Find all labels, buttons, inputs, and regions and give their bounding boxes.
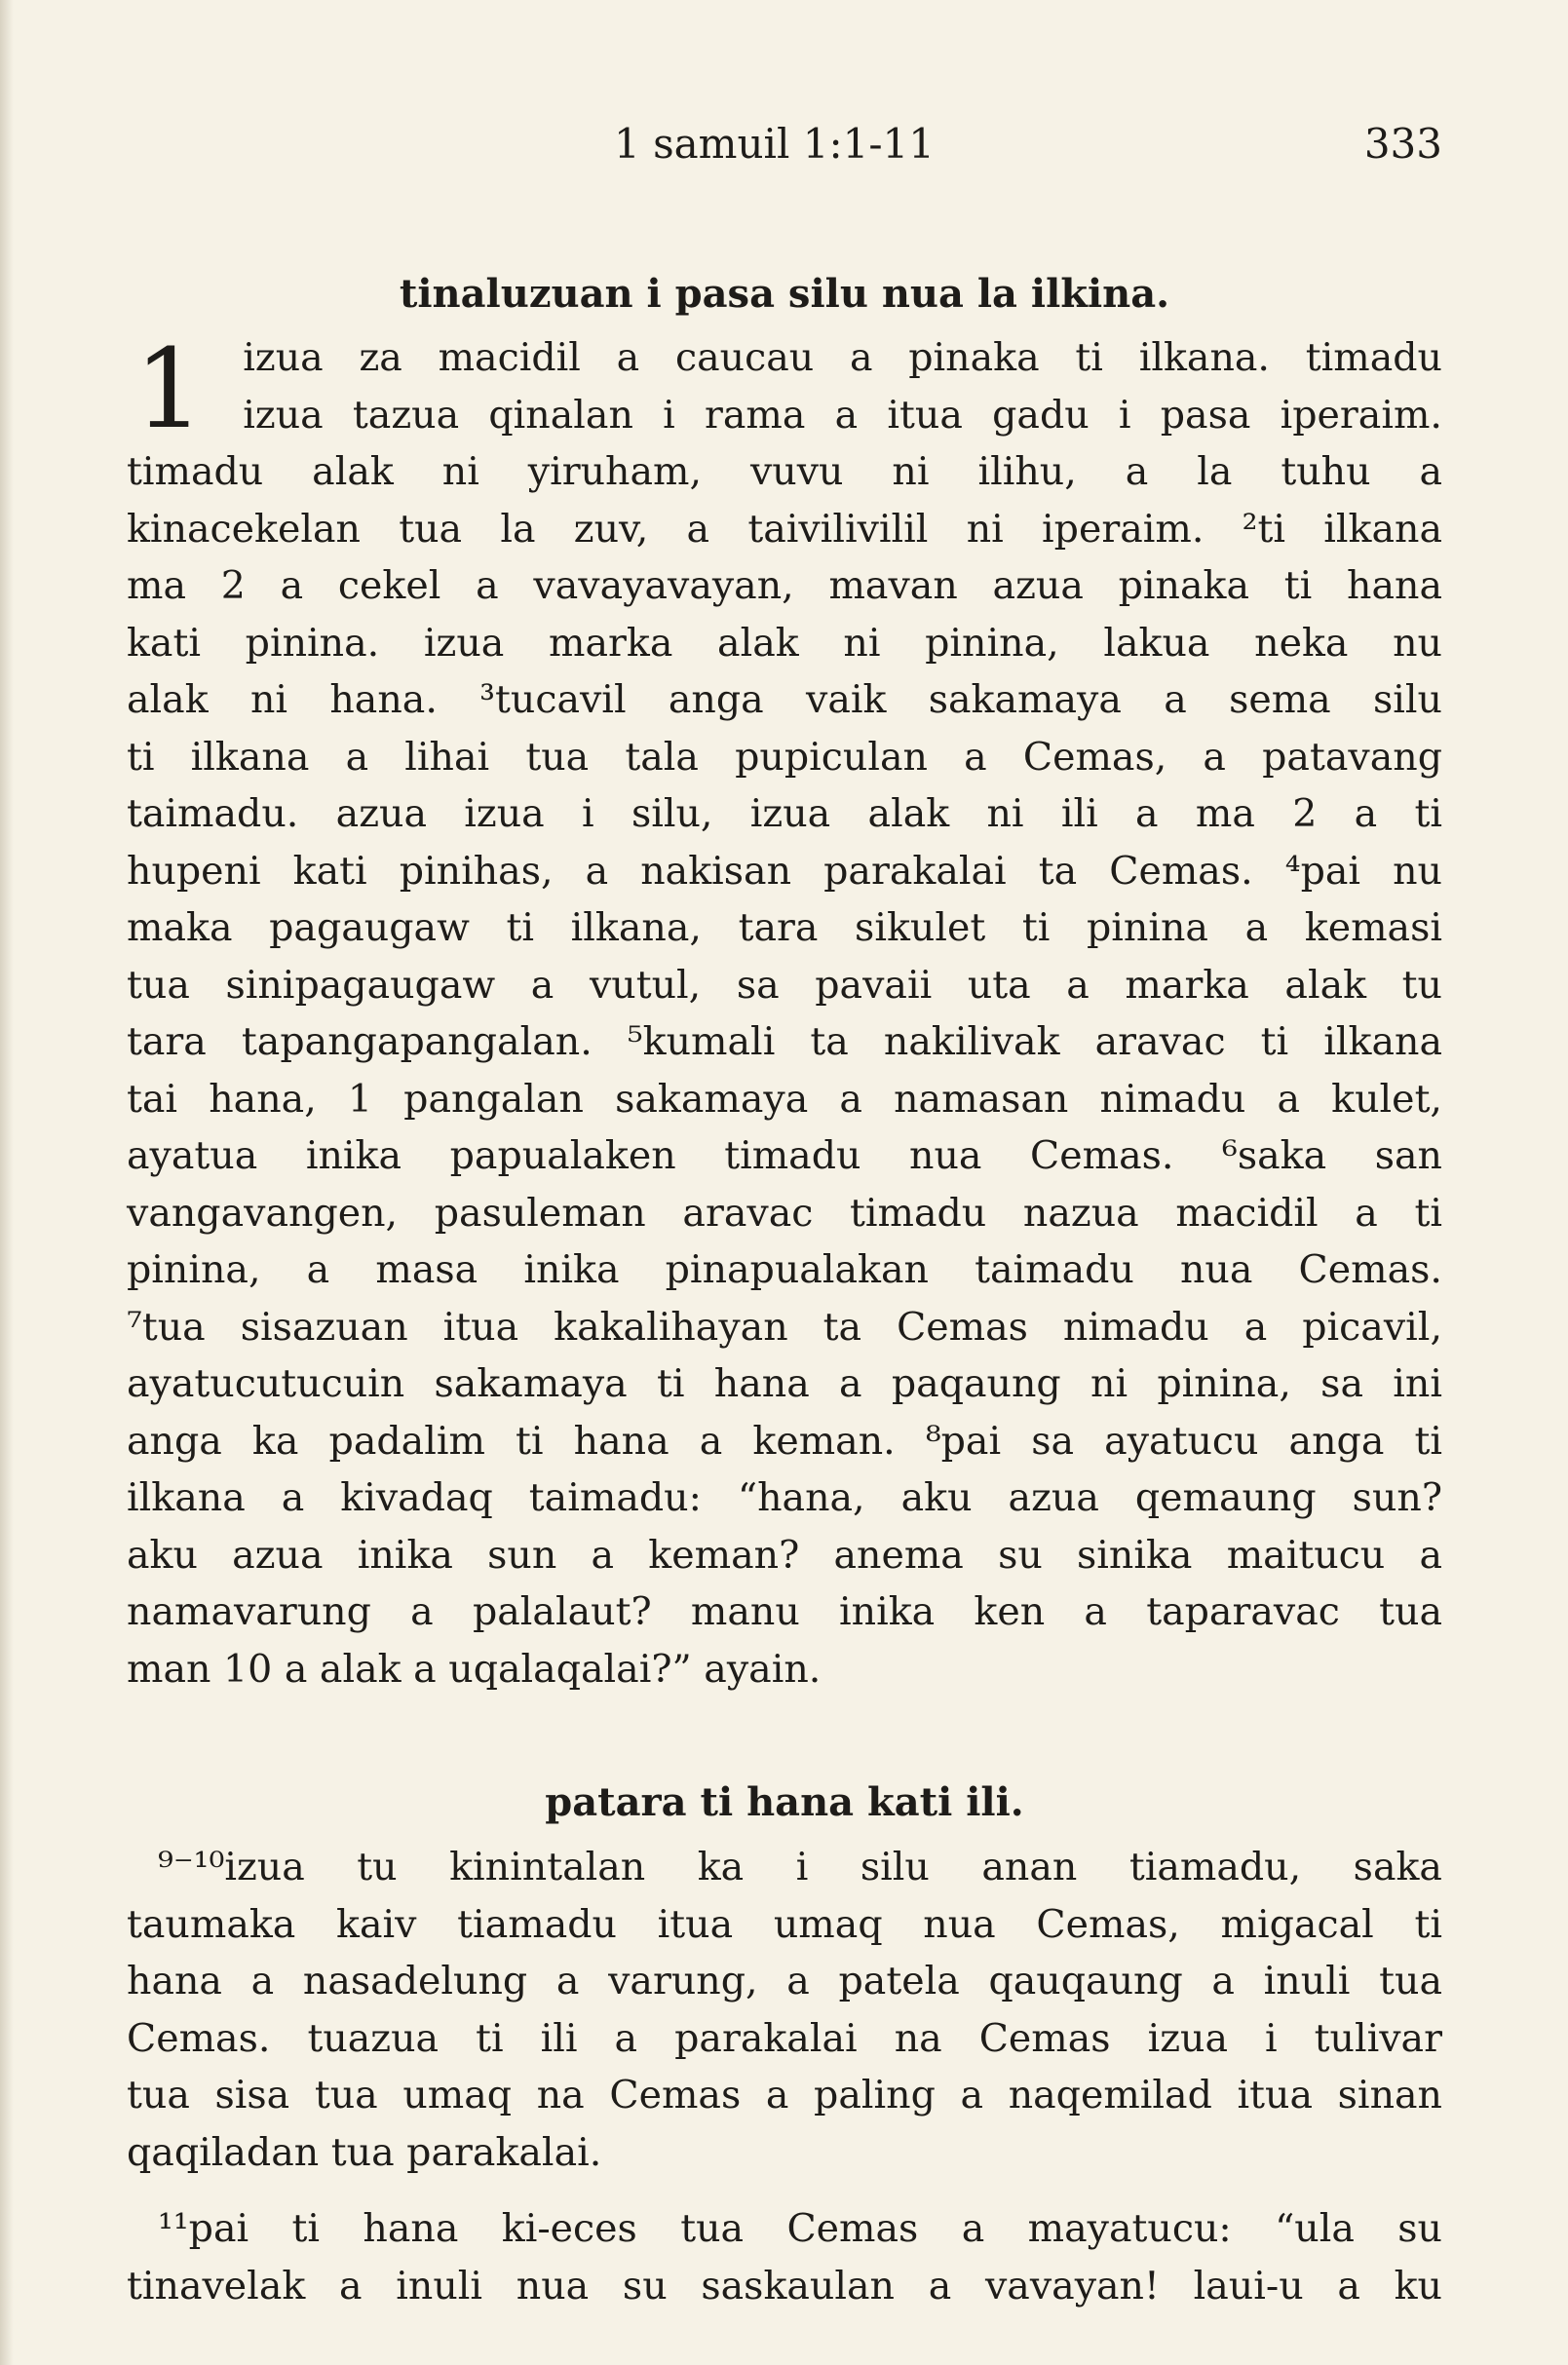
text-line: Cemas. tuazua ti ili a parakalai na Cemas izua i tulivar — [127, 2015, 1442, 2061]
text-line: man 10 a alak a uqalaqalai?” ayain. — [127, 1646, 822, 1692]
text-line: taumaka kaiv tiamadu itua umaq nua Cemas, migacal ti — [127, 1901, 1442, 1947]
text-line: ilkana a kivadaq taimadu: “hana, aku azua qemaung sun? — [127, 1475, 1442, 1520]
text-line: qaqiladan tua parakalai. — [127, 2129, 602, 2175]
text-line: aku azua inika sun a keman? anema su sinika maitucu a — [127, 1532, 1442, 1578]
text-line: alak ni hana. ³tucavil anga vaik sakamaya a sema silu — [127, 677, 1442, 722]
page-number: 333 — [1363, 120, 1442, 168]
text-line: vangavangen, pasuleman aravac timadu nazua macidil a ti — [127, 1190, 1442, 1236]
text-line: ⁷tua sisazuan itua kakalihayan ta Cemas nimadu a picavil, — [127, 1304, 1442, 1350]
text-line: izua tazua qinalan i rama a itua gadu i pasa iperaim. — [243, 392, 1442, 438]
book-reference: 1 samuil 1:1-11 — [614, 120, 935, 168]
section-3-body — [127, 2200, 1442, 2314]
section-1-body — [127, 326, 1442, 1697]
text-line: namavarung a palalaut? manu inika ken a taparavac tua — [127, 1589, 1442, 1634]
chapter-number: 1 — [134, 326, 205, 453]
section-heading-1: tinaluzuan i pasa silu nua la ilkina. — [399, 271, 1170, 317]
text-line: ayatucutucuin sakamaya ti hana a paqaung ni pinina, sa ini — [127, 1361, 1442, 1406]
text-line: ayatua inika papualaken timadu nua Cemas. ⁶saka san — [127, 1133, 1442, 1178]
text-line: timadu alak ni yiruham, vuvu ni ilihu, a la tuhu a — [127, 449, 1442, 494]
section-heading-2: patara ti hana kati ili. — [545, 1779, 1024, 1825]
text-line: hupeni kati pinihas, a nakisan parakalai ta Cemas. ⁴pai nu — [127, 848, 1442, 894]
text-line: tai hana, 1 pangalan sakamaya a namasan nimadu a kulet, — [127, 1076, 1442, 1122]
text-line: tara tapangapangalan. ⁵kumali ta nakilivak aravac ti ilkana — [127, 1019, 1442, 1064]
page-edge — [0, 0, 14, 2365]
running-header — [127, 115, 1442, 173]
text-line: pinina, a masa inika pinapualakan taimadu nua Cemas. — [127, 1247, 1442, 1292]
text-line: ⁹⁻¹⁰izua tu kinintalan ka i silu anan tiamadu, saka — [158, 1845, 1442, 1889]
text-line: maka pagaugaw ti ilkana, tara sikulet ti pinina a kemasi — [127, 905, 1442, 950]
text-line: tua sinipagaugaw a vutul, sa pavaii uta a marka alak tu — [127, 962, 1442, 1008]
text-line: hana a nasadelung a varung, a patela qauqaung a inuli tua — [127, 1959, 1442, 2003]
text-line: ma 2 a cekel a vavayavayan, mavan azua pinaka ti hana — [127, 563, 1442, 608]
text-line: kinacekelan tua la zuv, a taivilivilil ni iperaim. ²ti ilkana — [127, 506, 1442, 552]
text-line: tinavelak a inuli nua su saskaulan a vavayan! laui-u a ku — [127, 2263, 1442, 2308]
text-line: tua sisa tua umaq na Cemas a paling a naqemilad itua sinan — [127, 2073, 1442, 2117]
text-line: ti ilkana a lihai tua tala pupiculan a Cemas, a patavang — [127, 734, 1442, 780]
text-line: kati pinina. izua marka alak ni pinina, lakua neka nu — [127, 620, 1442, 666]
text-line: anga ka padalim ti hana a keman. ⁸pai sa ayatucu anga ti — [127, 1418, 1442, 1464]
text-line: ¹¹pai ti hana ki-eces tua Cemas a mayatucu: “ula su — [158, 2206, 1442, 2251]
text-line: taimadu. azua izua i silu, izua alak ni ili a ma 2 a ti — [127, 791, 1442, 836]
text-line: izua za macidil a caucau a pinaka ti ilkana. timadu — [243, 335, 1442, 380]
section-2-body — [127, 1839, 1442, 2181]
